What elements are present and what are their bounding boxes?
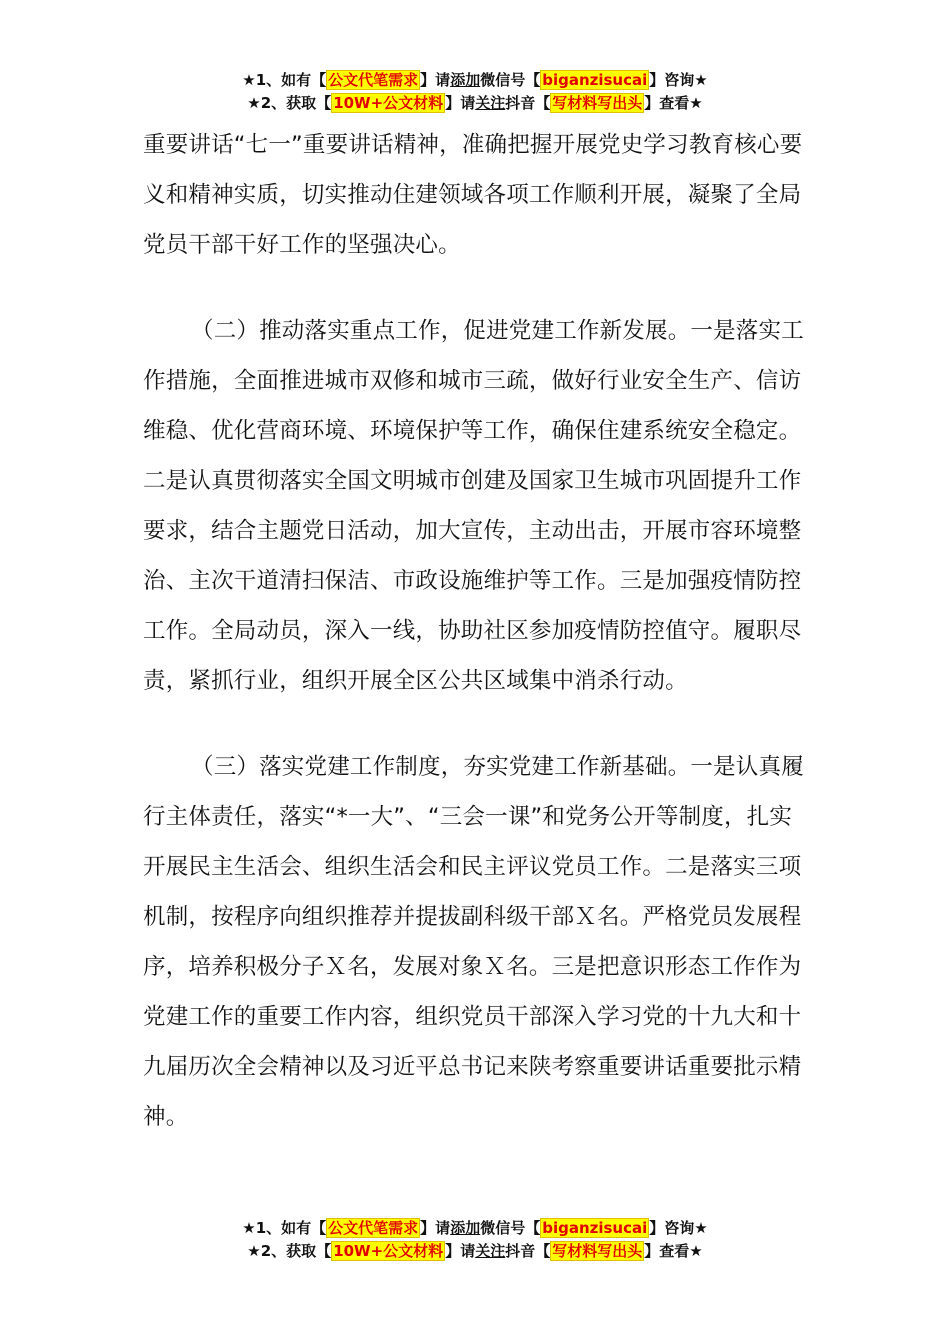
header-banner [0, 69, 950, 115]
banner-text: 】咨询★ [649, 1219, 708, 1237]
highlight-douyin: 写材料写出头 [552, 1242, 643, 1260]
banner-text: 微信号【 [480, 1219, 541, 1237]
banner-text: 】请 [445, 1242, 476, 1260]
paragraph-1: 重要讲话“七一”重要讲话精神，准确把握开展党史学习教育核心要义和精神实质，切实推动住建领域各项工作顺利开展，凝聚了全局党员干部干好工作的坚强决心。 [143, 132, 803, 258]
banner-line-1 [0, 1217, 950, 1240]
banner-text: 抖音【 [505, 1242, 551, 1260]
highlight-wechat-id: biganzisucai [542, 71, 648, 89]
banner-emphasis: 添加 [450, 1219, 481, 1237]
paragraph-3: （三）落实党建工作制度，夯实党建工作新基础。一是认真履行主体责任，落实“*一大”、“三会一课”和党务公开等制度，扎实开展民主生活会、组织生活会和民主评议党员工作。二是落实三项机制，按程序向组织推荐并提拔副科级干部Ｘ名。严格党员发展程序，培养积极分子Ｘ名，发展对象Ｘ名。三是把意识形态工作作为党建工作的重要工作内容，组织党员干部深入学习党的十九大和十九届历次全会精神以及习近平总书记来陕考察重要讲话重要批示精神。 [143, 754, 804, 1130]
highlight-service: 公文代笔需求 [328, 71, 419, 89]
banner-emphasis: 关注 [475, 1242, 506, 1260]
banner-line-2 [0, 1240, 950, 1263]
highlight-materials: 10W+公文材料 [333, 1242, 444, 1260]
banner-emphasis: 关注 [475, 94, 506, 112]
banner-text: 】请 [445, 94, 476, 112]
banner-text: 】查看★ [644, 1242, 703, 1260]
paragraph-2: （二）推动落实重点工作，促进党建工作新发展。一是落实工作措施，全面推进城市双修和城市三疏，做好行业安全生产、信访维稳、优化营商环境、环境保护等工作，确保住建系统安全稳定。二是认真贯彻落实全国文明城市创建及国家卫生城市巩固提升工作要求，结合主题党日活动，加大宣传，主动出击，开展市容环境整治、主次干道清扫保洁、市政设施维护等工作。三是加强疫情防控工作。全局动员，深入一线，协助社区参加疫情防控值守。履职尽责，紧抓行业，组织开展全区公共区域集中消杀行动。 [143, 318, 804, 694]
banner-text: 微信号【 [480, 71, 541, 89]
banner-text: 】请 [420, 1219, 451, 1237]
banner-text: 抖音【 [505, 94, 551, 112]
footer-banner [0, 1217, 950, 1263]
highlight-materials: 10W+公文材料 [333, 94, 444, 112]
banner-text: ★2、获取【 [247, 1242, 332, 1260]
banner-text: ★1、如有【 [242, 71, 327, 89]
banner-emphasis: 添加 [450, 71, 481, 89]
document-body [143, 120, 808, 1142]
banner-text: 】请 [420, 71, 451, 89]
banner-line-1 [0, 69, 950, 92]
banner-line-2 [0, 92, 950, 115]
highlight-wechat-id: biganzisucai [542, 1219, 648, 1237]
banner-text: ★1、如有【 [242, 1219, 327, 1237]
banner-text: 】查看★ [644, 94, 703, 112]
banner-text: 】咨询★ [649, 71, 708, 89]
highlight-douyin: 写材料写出头 [552, 94, 643, 112]
highlight-service: 公文代笔需求 [328, 1219, 419, 1237]
banner-text: ★2、获取【 [247, 94, 332, 112]
